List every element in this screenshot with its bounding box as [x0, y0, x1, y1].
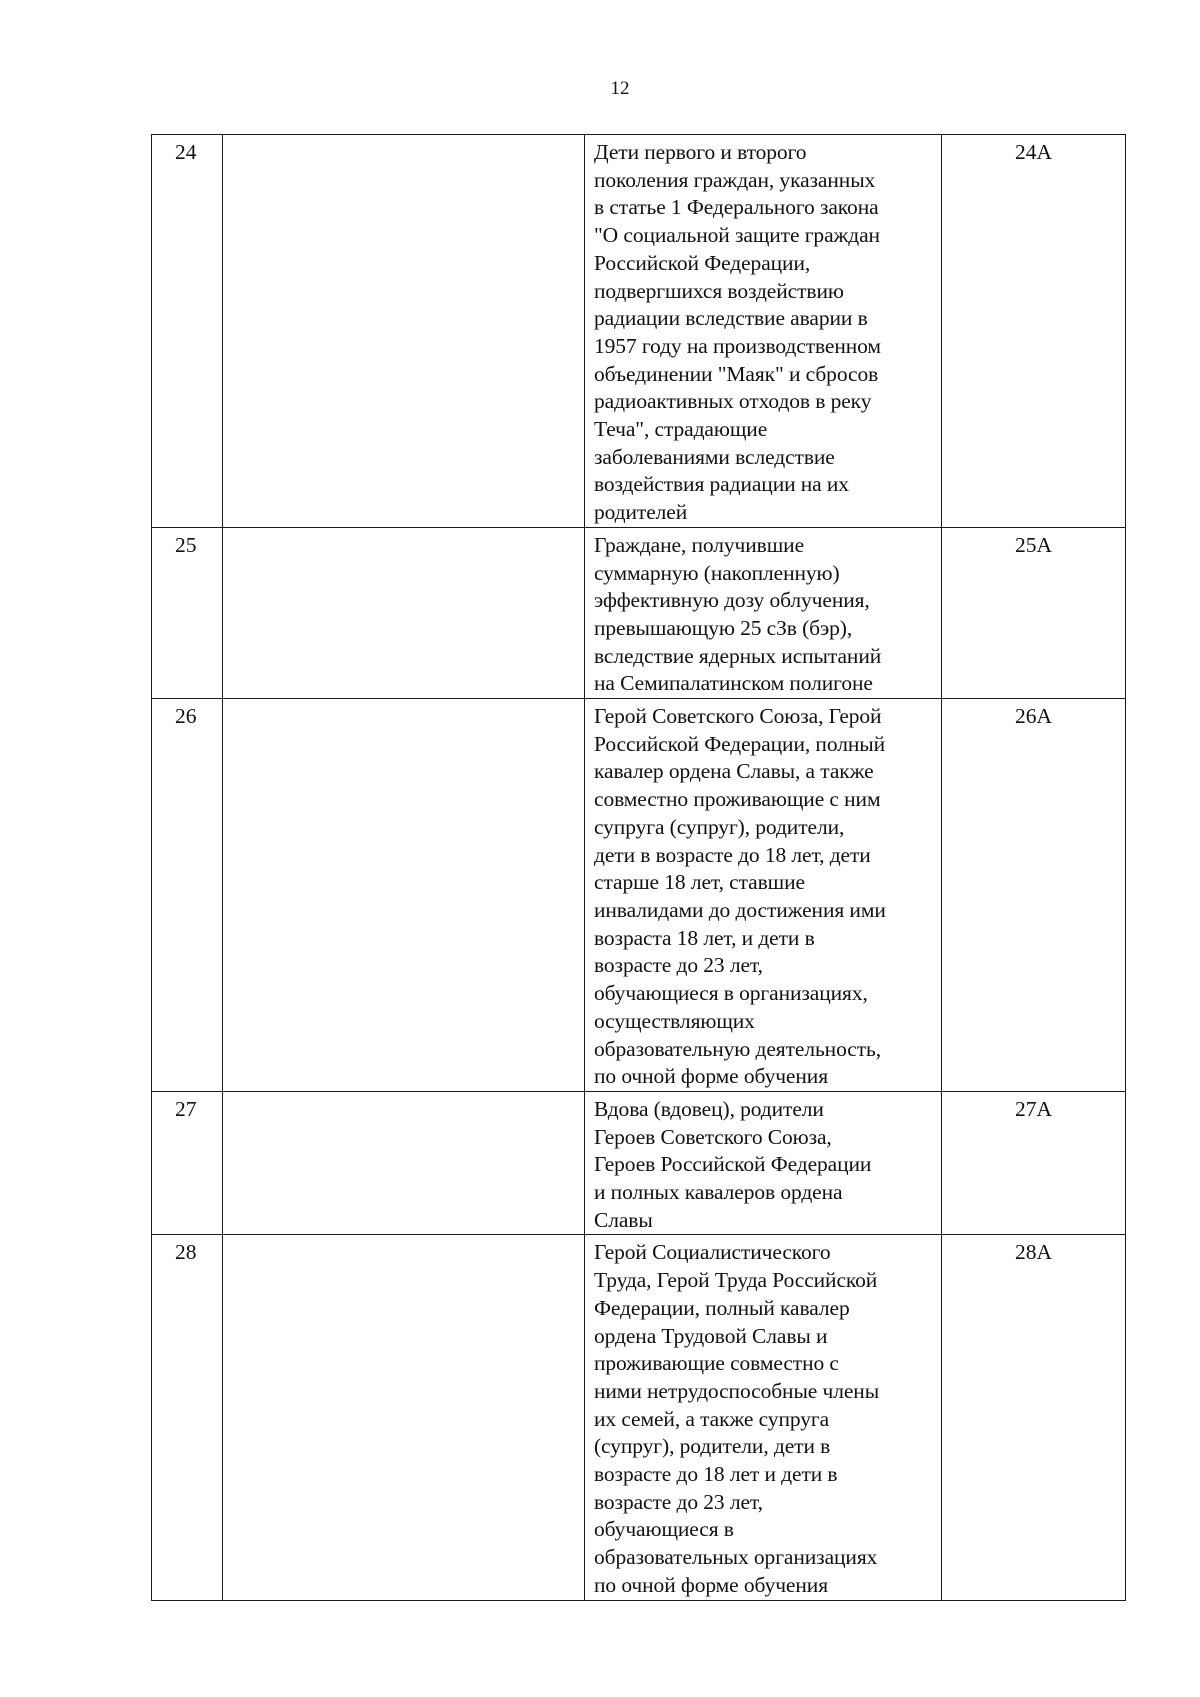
row-code: 27А: [1014, 1096, 1053, 1121]
row-number-cell: [152, 1091, 223, 1235]
empty-cell: [223, 527, 585, 698]
empty-cell: [223, 699, 585, 1092]
code-cell: [942, 1235, 1126, 1600]
description-cell: [585, 1235, 942, 1600]
row-description: Герой Социалистического Труда, Герой Труда Российской Федерации, полный кавалер ордена Трудовой Славы и проживающие совместно с ними нетрудоспособные члены их семей, а также супруга (супруг), родители, дети в возрасте до 18 лет и дети в возрасте до 23 лет, обучающиеся в образовательных организациях по очной форме обучения: [594, 1240, 880, 1597]
benefits-table: [151, 134, 1126, 1601]
row-number: 27: [175, 1096, 197, 1121]
row-number-cell: [152, 1235, 223, 1600]
row-number: 28: [175, 1240, 197, 1265]
row-number: 25: [175, 532, 197, 557]
row-code: 25А: [1014, 532, 1053, 557]
row-number: 26: [175, 704, 197, 729]
row-description: Вдова (вдовец), родители Героев Советского Союза, Героев Российской Федерации и полных кавалеров ордена Славы: [594, 1096, 872, 1232]
table-row: [152, 527, 1126, 698]
code-cell: [942, 1091, 1126, 1235]
empty-cell: [223, 1091, 585, 1235]
code-cell: [942, 527, 1126, 698]
table-row: [152, 699, 1126, 1092]
row-number: 24: [175, 140, 197, 164]
row-description: Герой Советского Союза, Герой Российской Федерации, полный кавалер ордена Славы, а также совместно проживающие с ним супруга (супруг), родители, дети в возрасте до 18 лет, дети старше 18 лет, ставшие инвалидами до достижения ими возраста 18 лет, и дети в возрасте до 23 лет, обучающиеся в организациях, осуществляющих образовательную деятельность, по очной форме обучения: [594, 704, 886, 1089]
description-cell: [585, 1091, 942, 1235]
description-cell: [585, 527, 942, 698]
row-number-cell: [152, 527, 223, 698]
code-cell: [942, 699, 1126, 1092]
table-row: [152, 135, 1126, 528]
row-code: 28А: [1014, 1240, 1053, 1265]
empty-cell: [223, 135, 585, 528]
row-number-cell: [152, 135, 223, 528]
description-cell: [585, 135, 942, 528]
description-cell: [585, 699, 942, 1092]
row-code: 26А: [1014, 704, 1053, 729]
row-number-cell: [152, 699, 223, 1092]
page-number: 12: [610, 78, 630, 99]
empty-cell: [223, 1235, 585, 1600]
code-cell: [942, 135, 1126, 528]
row-description: Дети первого и второго поколения граждан, указанных в статье 1 Федерального закона "О социальной защите граждан Российской Федерации, подвергшихся воздействию радиации вследствие аварии в 1957 году на производственном объединении "Маяк" и сбросов радиоактивных отходов в реку Теча", страдающие заболеваниями вследствие воздействия радиации на их родителей: [594, 140, 881, 525]
table-row: [152, 1235, 1126, 1600]
table-row: [152, 1091, 1126, 1235]
row-description: Граждане, получившие суммарную (накопленную) эффективную дозу облучения, превышающую 25 сЗв (бэр), вследствие ядерных испытаний на Семипалатинском полигоне: [594, 532, 882, 696]
row-code: 24А: [1014, 140, 1053, 164]
